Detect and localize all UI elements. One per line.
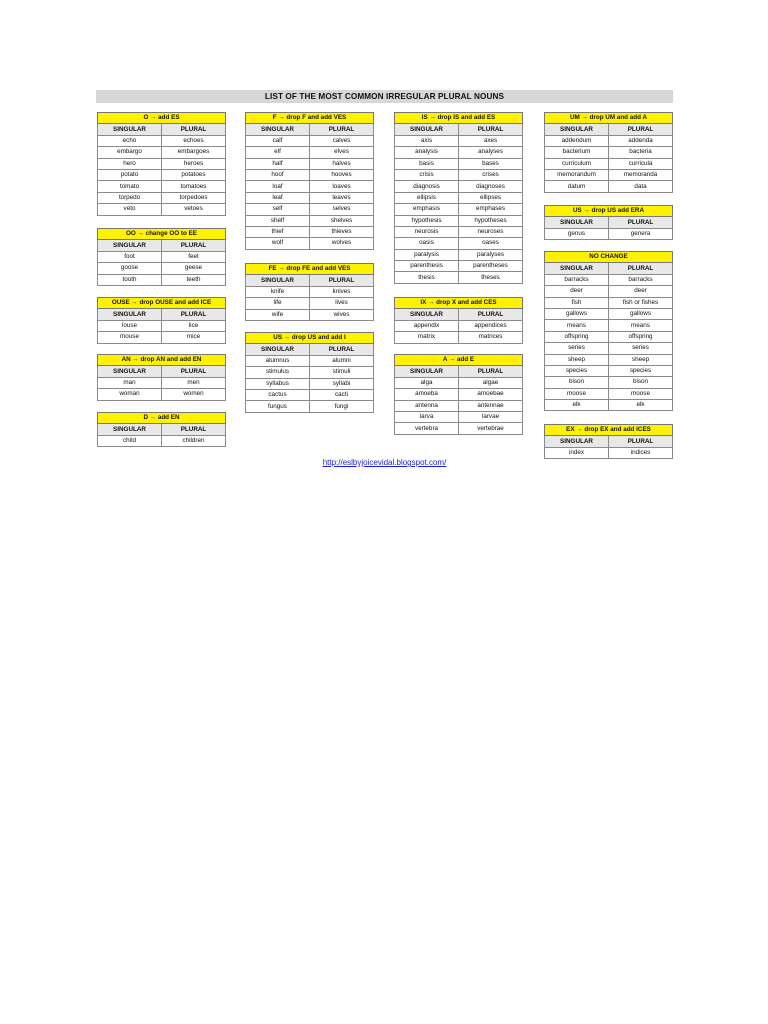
table-row [98, 377, 226, 388]
source-link[interactable]: http://eslbyjoicevidal.blogspot.com/ [322, 458, 447, 467]
singular-column-header: SINGULAR [98, 424, 162, 435]
singular-cell: knife [246, 286, 310, 297]
table-row [545, 320, 673, 331]
rule-header: AN → drop AN and add EN [98, 355, 226, 366]
plural-cell: theses [459, 272, 523, 283]
plural-cell: geese [162, 263, 226, 274]
plural-column-header: PLURAL [459, 309, 523, 320]
table-row [246, 298, 374, 309]
table-row [246, 215, 374, 226]
singular-cell: veto [98, 204, 162, 215]
plural-column-header: PLURAL [310, 124, 374, 135]
singular-column-header: SINGULAR [545, 436, 609, 447]
rule-table [245, 112, 374, 250]
plural-cell: barracks [609, 274, 673, 285]
plural-cell: larvae [459, 411, 523, 422]
singular-cell: self [246, 204, 310, 215]
rule-table [394, 297, 523, 344]
plural-cell: cacti [310, 389, 374, 400]
singular-cell: parenthesis [395, 261, 459, 272]
rule-table [97, 228, 226, 286]
plural-column-header: PLURAL [459, 124, 523, 135]
rule-table [544, 251, 673, 411]
singular-cell: tooth [98, 274, 162, 285]
plural-cell: alumni [310, 355, 374, 366]
plural-cell: lice [162, 320, 226, 331]
table-row [98, 274, 226, 285]
table-row [246, 135, 374, 146]
singular-cell: embargo [98, 147, 162, 158]
table-row [395, 272, 523, 283]
singular-cell: appendix [395, 320, 459, 331]
singular-column-header: SINGULAR [395, 366, 459, 377]
rule-table [97, 412, 226, 447]
singular-cell: paralysis [395, 249, 459, 260]
table-row [545, 400, 673, 411]
plural-cell: wolves [310, 238, 374, 249]
rule-header: EX → drop EX and add ICES [545, 425, 673, 436]
table-row [246, 169, 374, 180]
singular-cell: cactus [246, 389, 310, 400]
table-row [98, 263, 226, 274]
singular-cell: memorandum [545, 169, 609, 180]
singular-cell: axis [395, 135, 459, 146]
plural-cell: diagnoses [459, 181, 523, 192]
table-row [545, 447, 673, 458]
singular-cell: amoeba [395, 389, 459, 400]
table-row [395, 181, 523, 192]
singular-cell: species [545, 365, 609, 376]
singular-cell: thief [246, 226, 310, 237]
table-row [545, 286, 673, 297]
singular-cell: louse [98, 320, 162, 331]
plural-cell: halves [310, 158, 374, 169]
plural-cell: memoranda [609, 169, 673, 180]
rule-table [245, 263, 374, 321]
table-row [246, 309, 374, 320]
page-title: LIST OF THE MOST COMMON IRREGULAR PLURAL NOUNS [96, 90, 673, 103]
rule-header: O → add ES [98, 113, 226, 124]
rule-table [394, 354, 523, 435]
plural-cell: bison [609, 377, 673, 388]
rule-table [544, 112, 673, 193]
rule-table [544, 205, 673, 240]
rule-table [97, 112, 226, 216]
plural-cell: species [609, 365, 673, 376]
plural-cell: offspring [609, 331, 673, 342]
rule-table [97, 297, 226, 344]
rule-table [97, 354, 226, 401]
singular-cell: echo [98, 135, 162, 146]
rule-header: US → drop US and add I [246, 333, 374, 344]
table-row [545, 331, 673, 342]
plural-cell: indices [609, 447, 673, 458]
singular-cell: moose [545, 388, 609, 399]
rule-header: IS → drop IS and add ES [395, 113, 523, 124]
plural-column-header: PLURAL [609, 436, 673, 447]
table-row [395, 261, 523, 272]
plural-column-header: PLURAL [162, 424, 226, 435]
plural-cell: neuroses [459, 226, 523, 237]
rule-header: IX → drop X and add CES [395, 298, 523, 309]
singular-cell: potato [98, 169, 162, 180]
plural-cell: hypotheses [459, 215, 523, 226]
singular-cell: emphasis [395, 204, 459, 215]
table-row [395, 204, 523, 215]
singular-cell: bacterium [545, 147, 609, 158]
singular-column-header: SINGULAR [545, 124, 609, 135]
rule-header: FE → drop FE and add VES [246, 264, 374, 275]
plural-cell: selves [310, 204, 374, 215]
table-row [545, 343, 673, 354]
plural-cell: fish or fishes [609, 297, 673, 308]
plural-cell: teeth [162, 274, 226, 285]
table-row [98, 158, 226, 169]
singular-cell: barracks [545, 274, 609, 285]
singular-cell: mouse [98, 332, 162, 343]
table-row [545, 297, 673, 308]
table-row [545, 169, 673, 180]
plural-cell: tomatoes [162, 181, 226, 192]
table-row [545, 135, 673, 146]
singular-cell: means [545, 320, 609, 331]
table-row [395, 158, 523, 169]
plural-column-header: PLURAL [162, 309, 226, 320]
table-row [98, 135, 226, 146]
plural-cell: algae [459, 377, 523, 388]
table-row [246, 158, 374, 169]
table-row [98, 389, 226, 400]
plural-cell: crises [459, 169, 523, 180]
table-row [246, 355, 374, 366]
plural-cell: children [162, 435, 226, 446]
plural-cell: lives [310, 298, 374, 309]
singular-column-header: SINGULAR [395, 124, 459, 135]
plural-cell: wives [310, 309, 374, 320]
table-row [395, 147, 523, 158]
singular-cell: index [545, 447, 609, 458]
table-row [395, 238, 523, 249]
table-row [395, 377, 523, 388]
singular-cell: datum [545, 181, 609, 192]
singular-cell: larva [395, 411, 459, 422]
singular-column-header: SINGULAR [98, 124, 162, 135]
table-row [395, 226, 523, 237]
plural-cell: loaves [310, 181, 374, 192]
singular-cell: half [246, 158, 310, 169]
table-row [246, 378, 374, 389]
table-row [246, 238, 374, 249]
table-row [545, 228, 673, 239]
rule-table [245, 332, 374, 413]
table-row [246, 226, 374, 237]
table-row [246, 401, 374, 412]
plural-column-header: PLURAL [459, 366, 523, 377]
rule-header: F → drop F and add VES [246, 113, 374, 124]
plural-nouns-sheet [96, 90, 673, 470]
table-row [98, 181, 226, 192]
plural-column-header: PLURAL [162, 240, 226, 251]
table-row [545, 147, 673, 158]
rule-header: OO → change OO to EE [98, 229, 226, 240]
table-row [395, 192, 523, 203]
singular-cell: leaf [246, 192, 310, 203]
singular-cell: man [98, 377, 162, 388]
singular-cell: shelf [246, 215, 310, 226]
plural-cell: deer [609, 286, 673, 297]
singular-column-header: SINGULAR [98, 309, 162, 320]
plural-cell: axes [459, 135, 523, 146]
table-row [545, 308, 673, 319]
singular-cell: syllabus [246, 378, 310, 389]
table-row [98, 435, 226, 446]
table-row [98, 204, 226, 215]
table-row [545, 274, 673, 285]
table-row [98, 147, 226, 158]
singular-cell: vertebra [395, 423, 459, 434]
singular-cell: crisis [395, 169, 459, 180]
table-row [545, 377, 673, 388]
plural-cell: knives [310, 286, 374, 297]
plural-cell: embargoes [162, 147, 226, 158]
plural-cell: series [609, 343, 673, 354]
table-row [98, 332, 226, 343]
table-row [545, 354, 673, 365]
plural-column-header: PLURAL [609, 263, 673, 274]
rule-table [394, 112, 523, 284]
plural-cell: bacteria [609, 147, 673, 158]
plural-cell: potatoes [162, 169, 226, 180]
plural-cell: sheep [609, 354, 673, 365]
plural-cell: curricula [609, 158, 673, 169]
singular-cell: gallows [545, 308, 609, 319]
plural-cell: stimuli [310, 367, 374, 378]
table-row [395, 320, 523, 331]
singular-cell: hero [98, 158, 162, 169]
plural-column-header: PLURAL [609, 124, 673, 135]
singular-cell: alga [395, 377, 459, 388]
plural-cell: means [609, 320, 673, 331]
plural-cell: vertebrae [459, 423, 523, 434]
table-row [246, 389, 374, 400]
plural-cell: torpedoes [162, 192, 226, 203]
table-row [246, 367, 374, 378]
singular-cell: oasis [395, 238, 459, 249]
plural-cell: calves [310, 135, 374, 146]
table-row [98, 320, 226, 331]
table-row [545, 158, 673, 169]
plural-column-header: PLURAL [310, 344, 374, 355]
plural-cell: mice [162, 332, 226, 343]
singular-cell: calf [246, 135, 310, 146]
rule-header: US → drop US add ERA [545, 206, 673, 217]
table-row [98, 192, 226, 203]
singular-cell: addendum [545, 135, 609, 146]
singular-cell: fish [545, 297, 609, 308]
table-row [395, 215, 523, 226]
plural-column-header: PLURAL [162, 124, 226, 135]
plural-cell: oases [459, 238, 523, 249]
table-row [395, 389, 523, 400]
table-row [246, 204, 374, 215]
plural-column-header: PLURAL [310, 275, 374, 286]
plural-cell: appendices [459, 320, 523, 331]
singular-cell: woman [98, 389, 162, 400]
plural-cell: data [609, 181, 673, 192]
plural-cell: men [162, 377, 226, 388]
singular-cell: wife [246, 309, 310, 320]
singular-cell: life [246, 298, 310, 309]
singular-cell: antenna [395, 400, 459, 411]
singular-cell: tomato [98, 181, 162, 192]
table-row [395, 169, 523, 180]
singular-cell: series [545, 343, 609, 354]
plural-cell: emphases [459, 204, 523, 215]
singular-column-header: SINGULAR [98, 366, 162, 377]
rule-header: OUSE → drop OUSE and add ICE [98, 298, 226, 309]
singular-cell: deer [545, 286, 609, 297]
singular-cell: child [98, 435, 162, 446]
plural-cell: elk [609, 400, 673, 411]
plural-cell: hooves [310, 169, 374, 180]
singular-cell: analysis [395, 147, 459, 158]
plural-cell: syllabi [310, 378, 374, 389]
table-row [395, 249, 523, 260]
singular-cell: torpedo [98, 192, 162, 203]
singular-cell: thesis [395, 272, 459, 283]
plural-cell: heroes [162, 158, 226, 169]
singular-cell: fungus [246, 401, 310, 412]
singular-cell: offspring [545, 331, 609, 342]
singular-cell: wolf [246, 238, 310, 249]
plural-cell: bases [459, 158, 523, 169]
plural-cell: antennae [459, 400, 523, 411]
plural-cell: amoebae [459, 389, 523, 400]
plural-cell: thieves [310, 226, 374, 237]
plural-cell: genera [609, 228, 673, 239]
table-row [395, 423, 523, 434]
table-row [246, 147, 374, 158]
plural-cell: matrices [459, 332, 523, 343]
singular-column-header: SINGULAR [395, 309, 459, 320]
plural-column-header: PLURAL [609, 217, 673, 228]
plural-cell: vetoes [162, 204, 226, 215]
plural-cell: women [162, 389, 226, 400]
singular-cell: loaf [246, 181, 310, 192]
singular-column-header: SINGULAR [98, 240, 162, 251]
singular-cell: hypothesis [395, 215, 459, 226]
table-row [545, 181, 673, 192]
singular-cell: sheep [545, 354, 609, 365]
plural-cell: analyses [459, 147, 523, 158]
plural-cell: gallows [609, 308, 673, 319]
rule-header: D → add EN [98, 413, 226, 424]
table-row [395, 332, 523, 343]
singular-cell: basis [395, 158, 459, 169]
rule-header: UM → drop UM and add A [545, 113, 673, 124]
singular-cell: neurosis [395, 226, 459, 237]
rule-header: A → add E [395, 355, 523, 366]
plural-cell: fungi [310, 401, 374, 412]
table-row [545, 388, 673, 399]
singular-cell: goose [98, 263, 162, 274]
singular-cell: genus [545, 228, 609, 239]
plural-cell: feet [162, 251, 226, 262]
singular-cell: stimulus [246, 367, 310, 378]
plural-cell: shelves [310, 215, 374, 226]
singular-column-header: SINGULAR [246, 275, 310, 286]
table-row [246, 181, 374, 192]
table-row [395, 135, 523, 146]
rule-header: NO CHANGE [545, 252, 673, 263]
singular-cell: foot [98, 251, 162, 262]
singular-cell: ellipsis [395, 192, 459, 203]
table-row [98, 251, 226, 262]
singular-cell: elk [545, 400, 609, 411]
rule-table [544, 424, 673, 459]
singular-column-header: SINGULAR [246, 344, 310, 355]
table-row [98, 169, 226, 180]
table-row [395, 400, 523, 411]
singular-cell: elf [246, 147, 310, 158]
plural-cell: parentheses [459, 261, 523, 272]
singular-column-header: SINGULAR [246, 124, 310, 135]
singular-cell: diagnosis [395, 181, 459, 192]
plural-cell: leaves [310, 192, 374, 203]
singular-cell: curriculum [545, 158, 609, 169]
singular-column-header: SINGULAR [545, 217, 609, 228]
singular-cell: alumnus [246, 355, 310, 366]
singular-column-header: SINGULAR [545, 263, 609, 274]
table-row [395, 411, 523, 422]
singular-cell: matrix [395, 332, 459, 343]
table-row [246, 286, 374, 297]
table-row [246, 192, 374, 203]
plural-cell: ellipses [459, 192, 523, 203]
plural-cell: addenda [609, 135, 673, 146]
plural-cell: moose [609, 388, 673, 399]
plural-cell: echoes [162, 135, 226, 146]
singular-cell: hoof [246, 169, 310, 180]
plural-column-header: PLURAL [162, 366, 226, 377]
plural-cell: paralyses [459, 249, 523, 260]
table-row [545, 365, 673, 376]
plural-cell: elves [310, 147, 374, 158]
singular-cell: bison [545, 377, 609, 388]
